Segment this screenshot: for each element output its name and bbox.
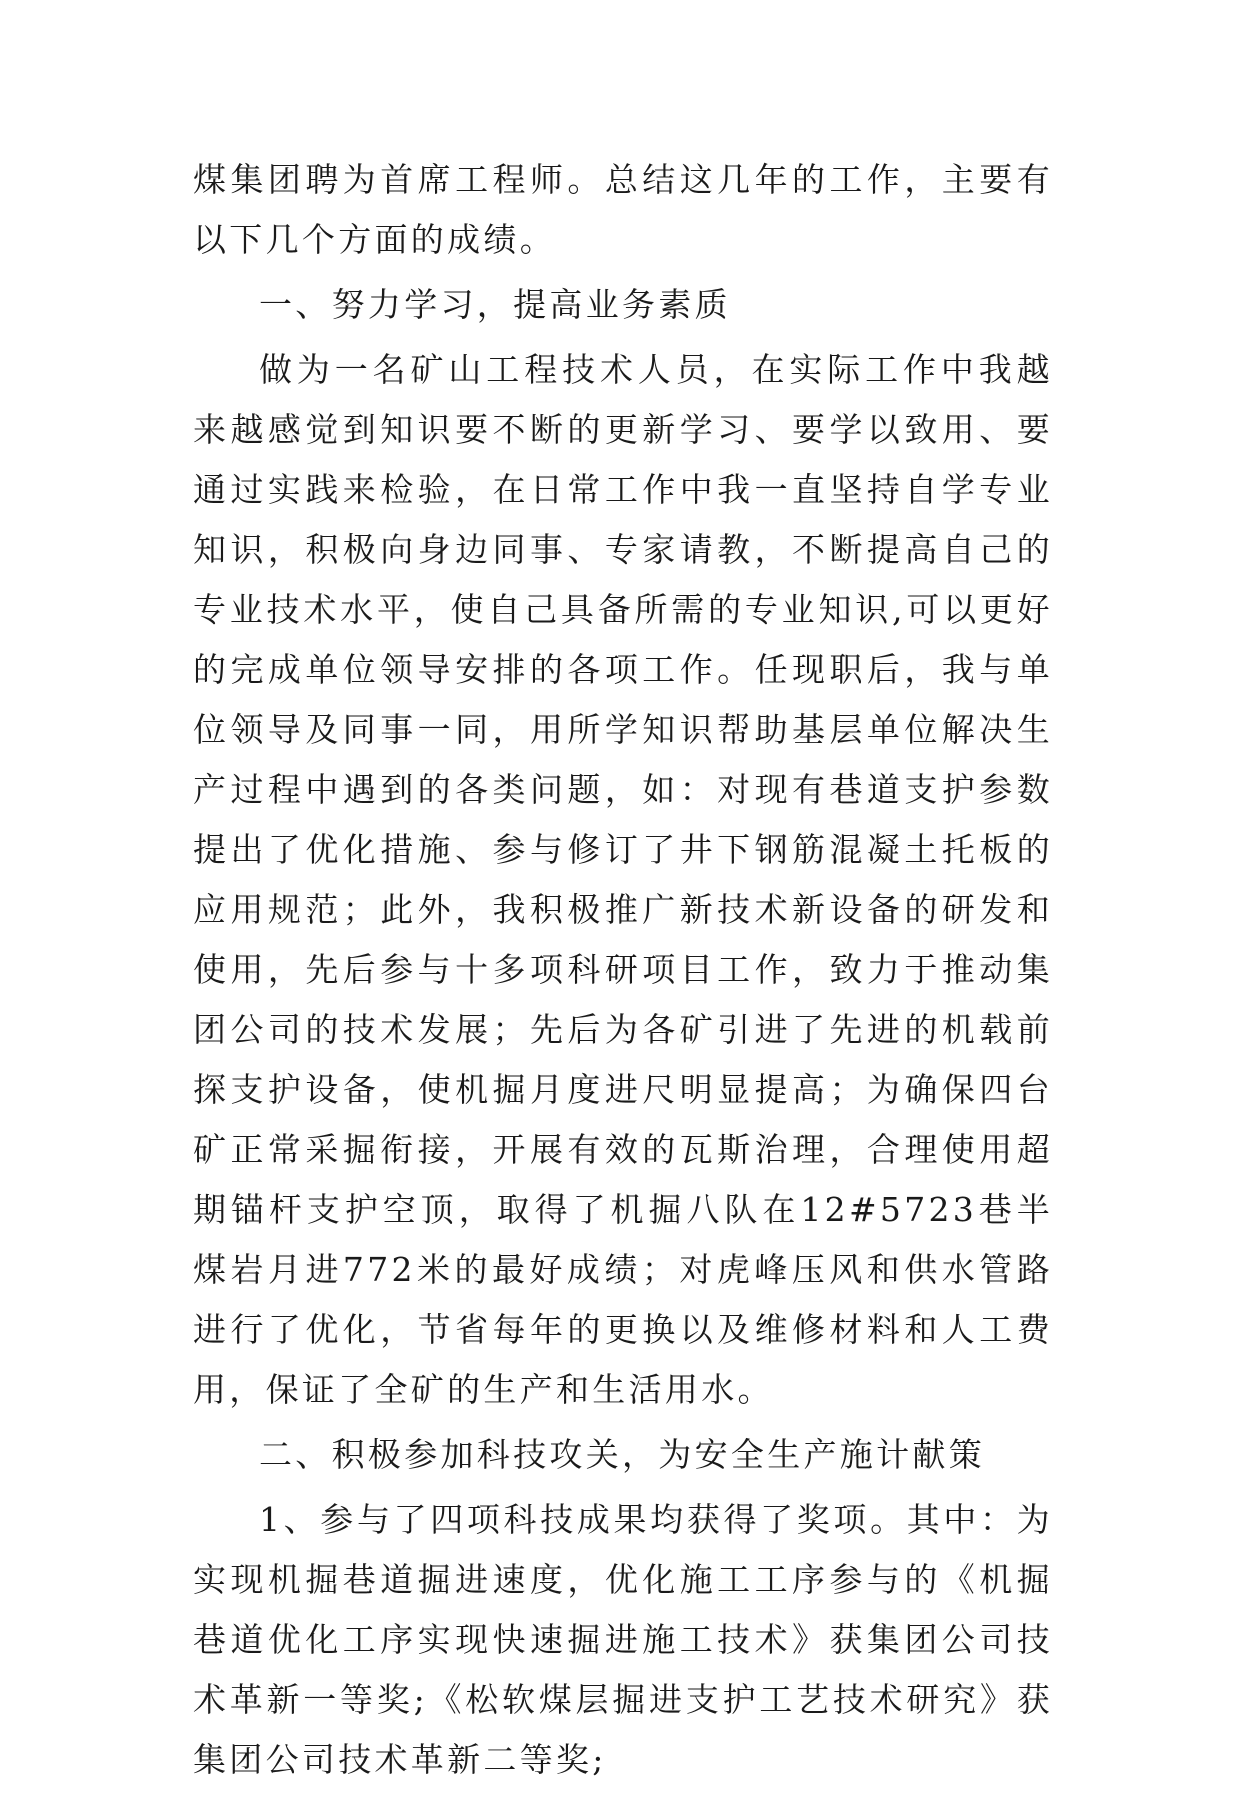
section-heading-2: 二、积极参加科技攻关，为安全生产施计献策 (259, 1435, 985, 1474)
document-body (193, 150, 1053, 1795)
paragraph-continuation: 煤集团聘为首席工程师。总结这几年的工作，主要有以下几个方面的成绩。 (193, 160, 1053, 259)
paragraph-body-2: 1、参与了四项科技成果均获得了奖项。其中：为实现机掘巷道掘进速度，优化施工工序参与的《机掘巷道优化工序实现快速掘进施工技术》获集团公司技术革新一等奖;《松软煤层掘进支护工艺技术研究》获集团公司技术革新二等奖; (193, 1500, 1053, 1779)
section-heading-1: 一、努力学习，提高业务素质 (259, 285, 731, 324)
paragraph-body-1: 做为一名矿山工程技术人员，在实际工作中我越来越感觉到知识要不断的更新学习、要学以致用、要通过实践来检验，在日常工作中我一直坚持自学专业知识，积极向身边同事、专家请教，不断提高自己的专业技术水平，使自己具备所需的专业知识,可以更好的完成单位领导安排的各项工作。任现职后，我与单位领导及同事一同，用所学知识帮助基层单位解决生产过程中遇到的各类问题，如：对现有巷道支护参数提出了优化措施、参与修订了井下钢筋混凝土托板的应用规范；此外，我积极推广新技术新设备的研发和使用，先后参与十多项科研项目工作，致力于推动集团公司的技术发展；先后为各矿引进了先进的机载前探支护设备，使机掘月度进尺明显提高；为确保四台矿正常采掘衔接，开展有效的瓦斯治理，合理使用超期锚杆支护空顶，取得了机掘八队在12#5723巷半煤岩月进772米的最好成绩；对虎峰压风和供水管路进行了优化，节省每年的更换以及维修材料和人工费用，保证了全矿的生产和生活用水。 (193, 350, 1053, 1409)
